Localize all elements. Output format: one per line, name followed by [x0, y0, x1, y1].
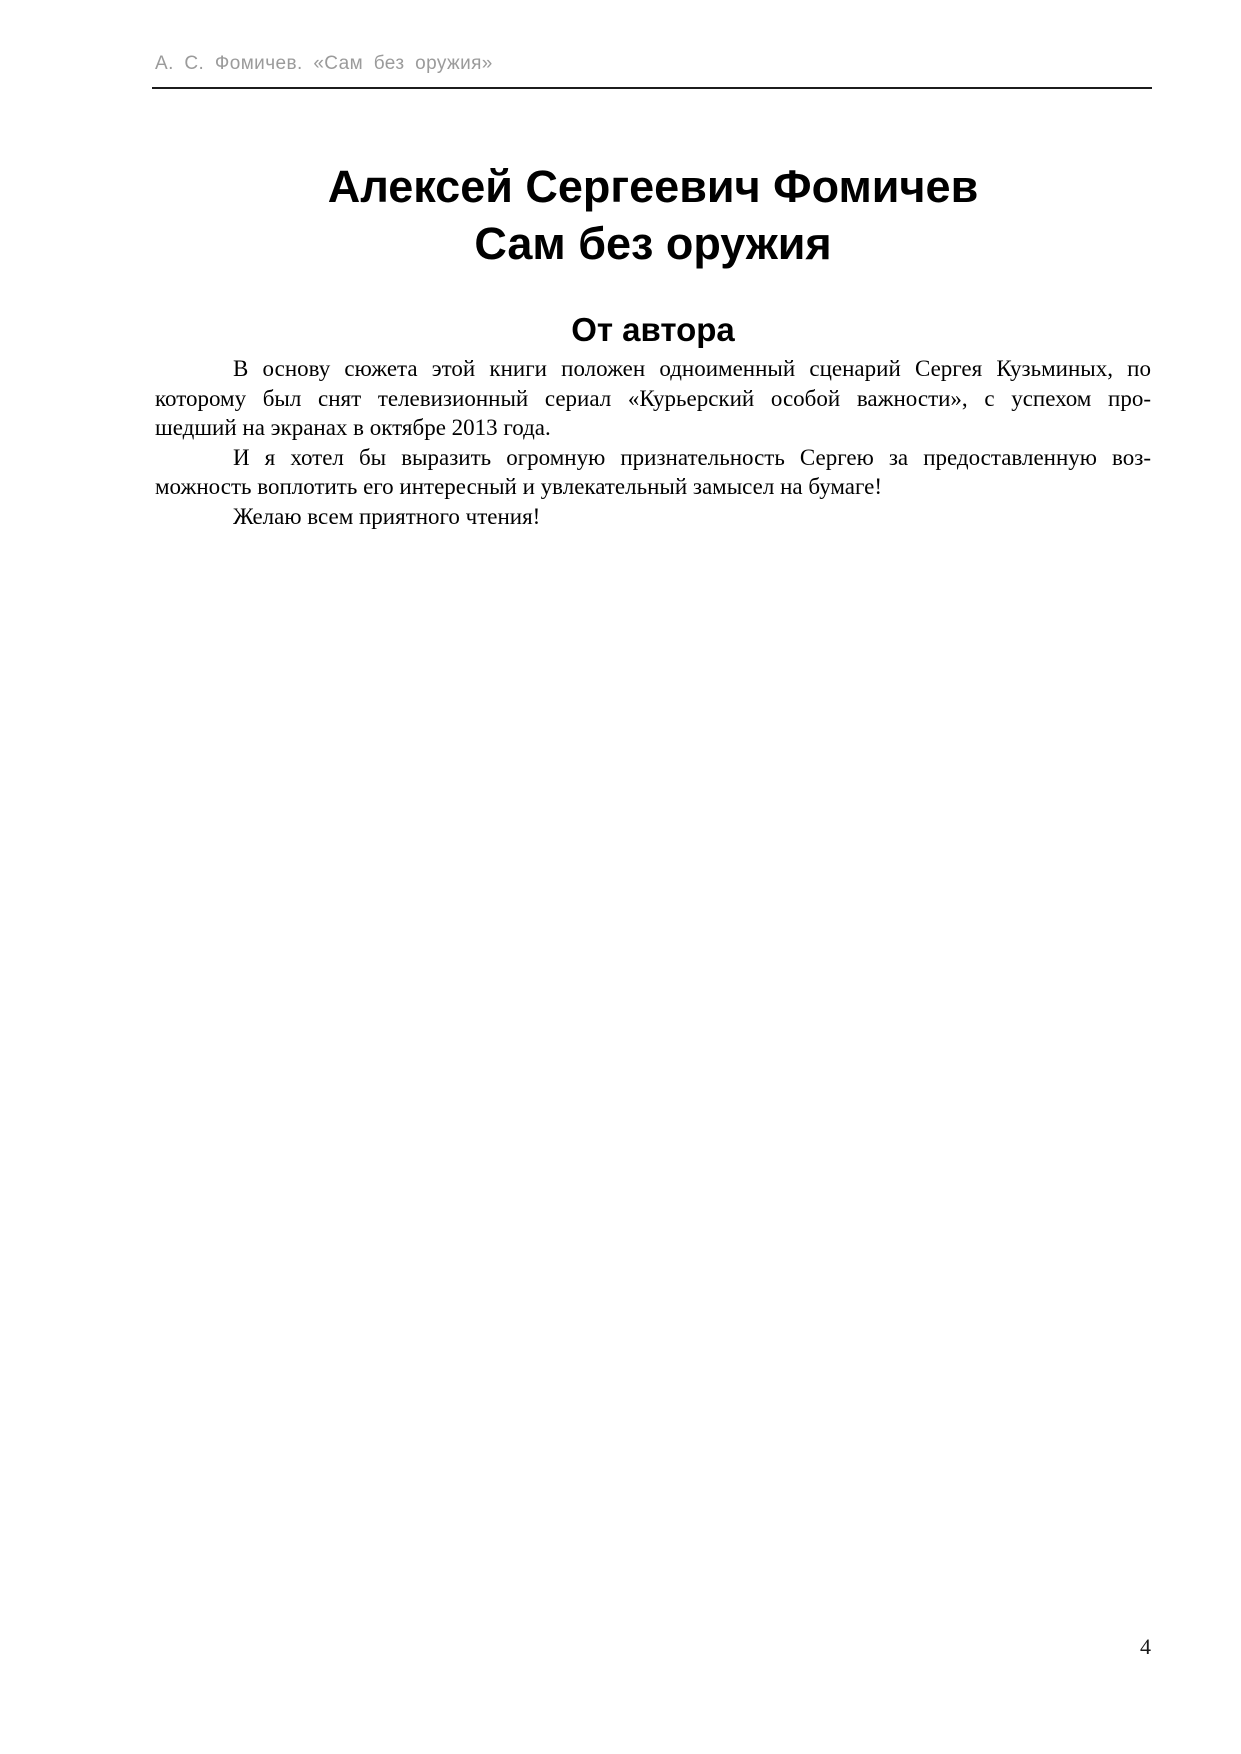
running-header: А. С. Фомичев. «Сам без оружия»: [155, 53, 493, 74]
paragraph-line: можность воплотить его интересный и увлекательный замысел на бумаге!: [155, 474, 883, 499]
paragraph-line: шедший на экранах в октябре 2013 года.: [155, 415, 551, 440]
paragraph: [155, 502, 1151, 532]
paragraph-line: Желаю всем приятного чтения!: [233, 503, 541, 529]
book-title-author-line: Алексей Сергеевич Фомичев: [327, 161, 979, 213]
paragraph: [155, 443, 1151, 502]
paragraph: [155, 354, 1151, 443]
book-title-name-line: Сам без оружия: [474, 218, 832, 270]
body-paragraphs: [155, 354, 1151, 531]
paragraph-line: В основу сюжета этой книги положен одноименный сценарий Сергея Кузьминых, по: [233, 356, 1151, 381]
paragraph-line: которому был снят телевизионный сериал «Курьерский особой важности», с успехом про-: [155, 385, 1151, 411]
header-rule-divider: [152, 87, 1152, 89]
section-heading: От автора: [571, 311, 735, 349]
book-title: [155, 158, 1151, 272]
paragraph-line: И я хотел бы выразить огромную признательность Сергею за предоставленную воз-: [233, 444, 1151, 470]
page-number: 4: [1140, 1634, 1151, 1659]
